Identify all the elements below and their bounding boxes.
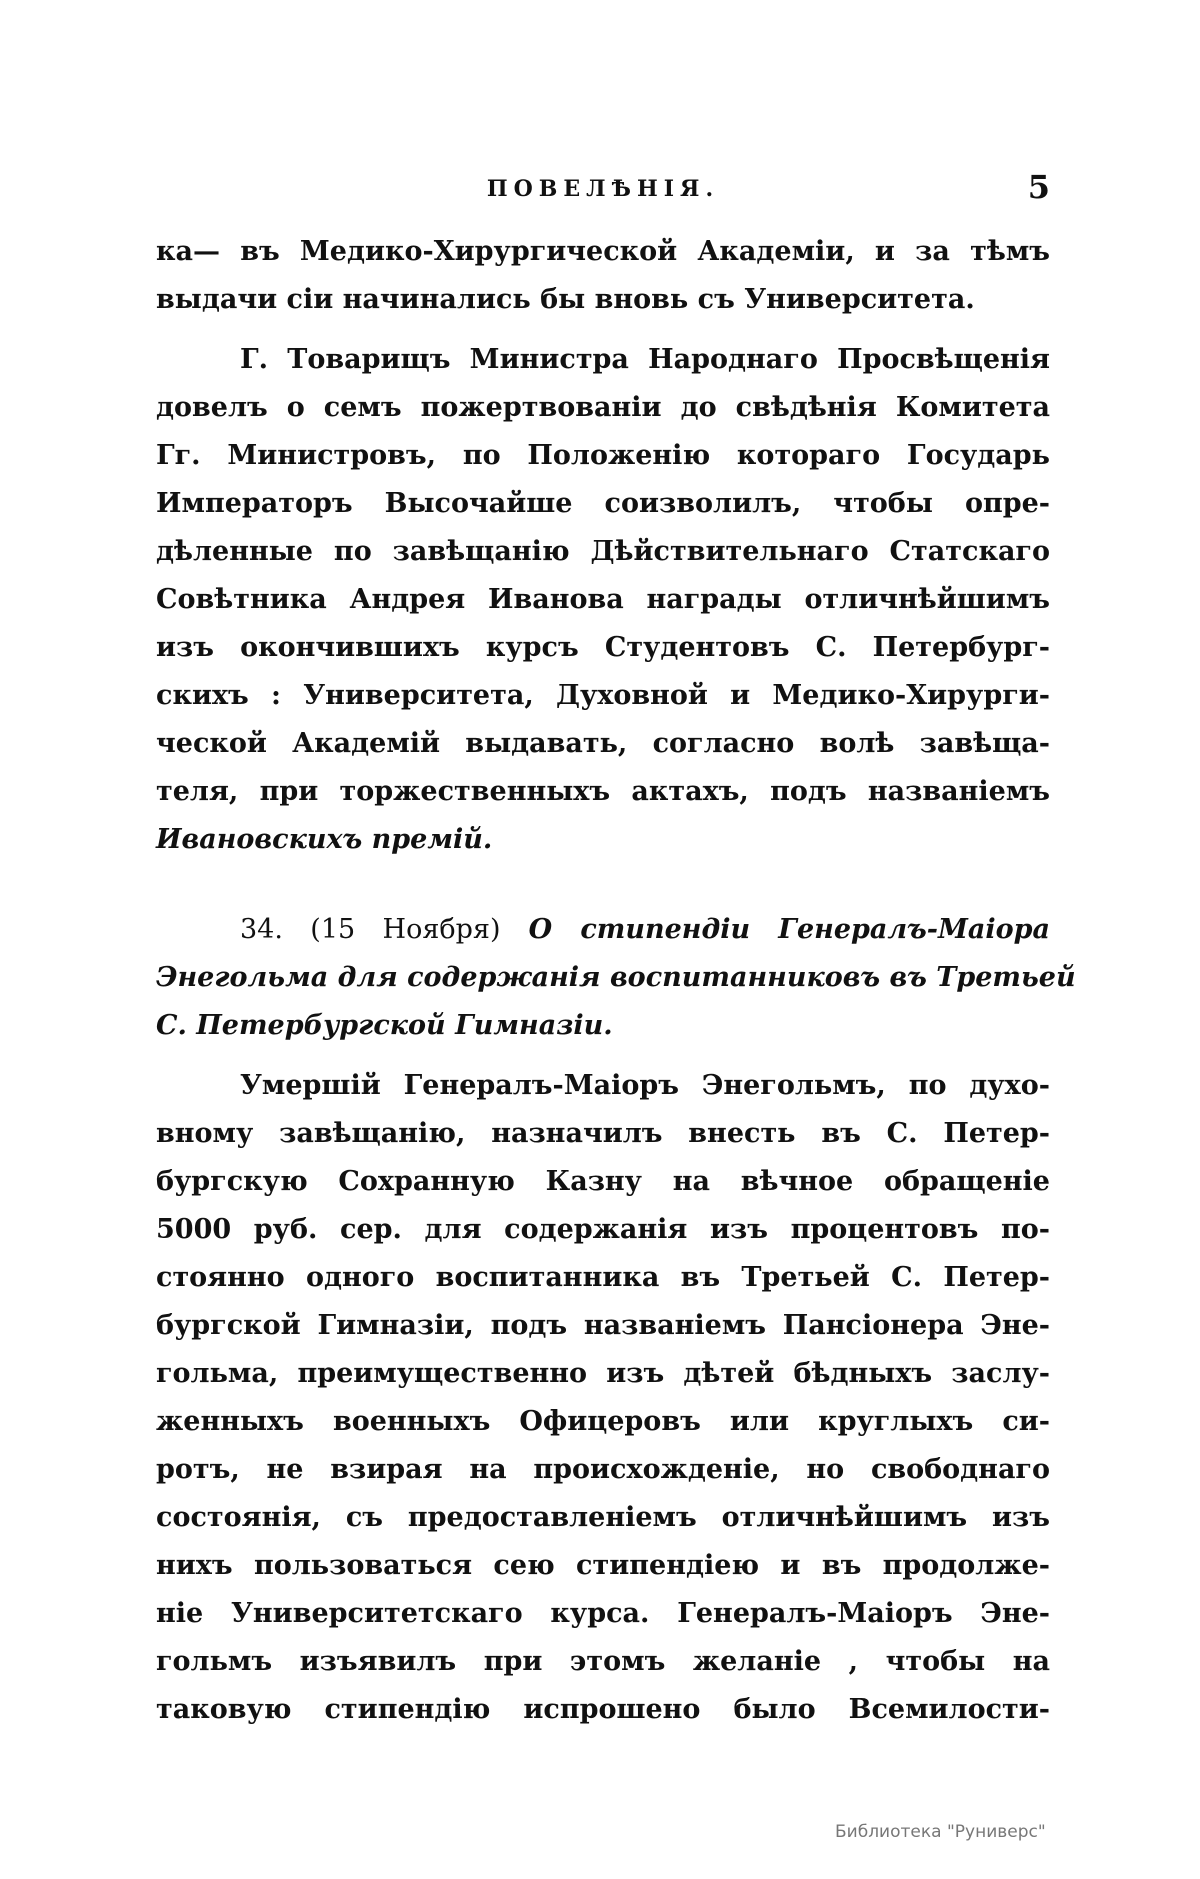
text-line xyxy=(156,906,1050,954)
text-line: выдачи сіи начинались бы вновь съ Университета. xyxy=(156,284,975,315)
article-body xyxy=(156,1062,1050,1734)
text-line: довелъ о семъ пожертвованіи до свѣдѣнія Комитета xyxy=(156,392,1050,423)
text-line: гольма, преимущественно изъ дѣтей бѣдныхъ заслу- xyxy=(156,1358,1050,1389)
text-line: Совѣтника Андрея Иванова награды отличнѣйшимъ xyxy=(156,584,1050,615)
text-line: дѣленные по завѣщанію Дѣйствительнаго Статскаго xyxy=(156,536,1050,567)
text-line: изъ окончившихъ курсъ Студентовъ С. Петербург- xyxy=(156,632,1050,663)
text-line: ротъ, не взирая на происхожденіе, но свободнаго xyxy=(156,1454,1050,1485)
text-line: ка— въ Медико-Хирургической Академіи, и за тѣмъ xyxy=(156,236,1050,267)
text-line: нихъ пользоваться сею стипендіею и въ продолже- xyxy=(156,1550,1050,1581)
article-title: О стипендіи Генералъ-Маіора xyxy=(528,914,1050,945)
text-line: состоянія, съ предоставленіемъ отличнѣйшимъ изъ xyxy=(156,1502,1050,1533)
paragraph-decree xyxy=(156,336,1050,864)
text-line: Умершій Генералъ-Маіоръ Энегольмъ, по духо- xyxy=(240,1070,1050,1101)
paragraph-continuation xyxy=(156,228,1050,324)
text-line: Г. Товарищъ Министра Народнаго Просвѣщенія xyxy=(240,344,1050,375)
text-line: С. Петербургской Гимназіи. xyxy=(156,1010,613,1041)
page-header xyxy=(156,168,1050,208)
library-watermark: Библиотека "Руниверс" xyxy=(835,1822,1046,1842)
text-line: Энегольма для содержанія воспитанниковъ въ Третьей xyxy=(156,962,1076,993)
text-line: ніе Университетскаго курса. Генералъ-Маіоръ Эне- xyxy=(156,1598,1050,1629)
text-line: бургской Гимназіи, подъ названіемъ Пансіонера Эне- xyxy=(156,1310,1050,1341)
text-line: Ивановскихъ премій. xyxy=(156,824,493,855)
text-line: 5000 руб. сер. для содержанія изъ процентовъ по- xyxy=(156,1214,1050,1245)
text-line: Гг. Министровъ, по Положенію котораго Государь xyxy=(156,440,1050,471)
text-line: теля, при торжественныхъ актахъ, подъ названіемъ xyxy=(156,776,1050,807)
text-line: женныхъ военныхъ Офицеровъ или круглыхъ си- xyxy=(156,1406,1050,1437)
text-line: стоянно одного воспитанника въ Третьей С. Петер- xyxy=(156,1262,1050,1293)
article-heading xyxy=(156,906,1076,1050)
text-line: гольмъ изъявилъ при этомъ желаніе , чтобы на xyxy=(156,1646,1050,1677)
text-line: таковую стипендію испрошено было Всемилости- xyxy=(156,1694,1050,1725)
text-line: вному завѣщанію, назначилъ внесть въ С. Петер- xyxy=(156,1118,1050,1149)
text-line: ческой Академій выдавать, согласно волѣ завѣща- xyxy=(156,728,1050,759)
page-number: 5 xyxy=(1027,168,1050,206)
text-line: Императоръ Высочайше соизволилъ, чтобы опре- xyxy=(156,488,1050,519)
article-number: 34. (15 Ноября) xyxy=(240,914,501,945)
running-title: ПОВЕЛѢНІЯ. xyxy=(486,176,720,202)
text-line: бургскую Сохранную Казну на вѣчное обращеніе xyxy=(156,1166,1050,1197)
text-line: скихъ : Университета, Духовной и Медико-Хирурги- xyxy=(156,680,1050,711)
